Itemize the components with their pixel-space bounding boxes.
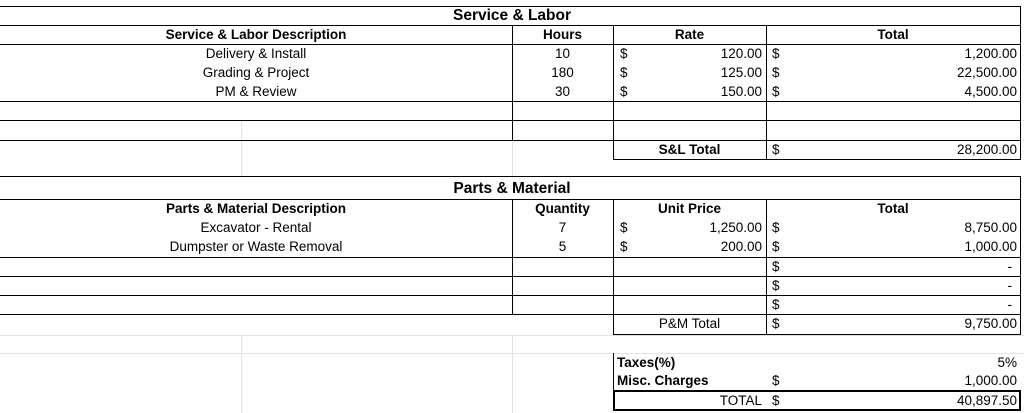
column-header-unit-price: Unit Price [657, 201, 722, 216]
service-labor-title: Service & Labor [452, 7, 572, 24]
subtotal-label: S&L Total [658, 142, 721, 157]
currency-symbol: $ [772, 297, 780, 312]
grand-total-value[interactable]: 40,897.50 [956, 393, 1017, 408]
column-header-description: Service & Labor Description [165, 27, 347, 42]
column-header-rate: Rate [674, 27, 705, 42]
currency-symbol: $ [772, 46, 780, 61]
table-cell-total[interactable]: 8,750.00 [964, 220, 1017, 235]
column-header-total: Total [877, 27, 909, 42]
misc-charges-value[interactable]: 1,000.00 [964, 373, 1017, 388]
border [613, 159, 1021, 160]
currency-symbol: $ [772, 393, 780, 408]
taxes-value[interactable]: 5% [997, 355, 1017, 370]
total-box-border [613, 390, 615, 411]
currency-symbol: $ [772, 239, 780, 254]
border [0, 176, 1021, 177]
table-cell-hours[interactable]: 30 [554, 84, 571, 99]
table-cell-description[interactable]: Delivery & Install [205, 46, 307, 61]
table-cell-description[interactable]: Grading & Project [202, 65, 310, 80]
border [0, 120, 1021, 121]
table-cell-quantity[interactable]: 5 [558, 239, 567, 254]
subtotal-value[interactable]: 28,200.00 [956, 142, 1017, 157]
currency-symbol: $ [772, 220, 780, 235]
column-header-quantity: Quantity [535, 201, 590, 216]
table-cell-unit-price[interactable]: 1,250.00 [709, 220, 762, 235]
gridline [512, 335, 513, 413]
column-header-hours: Hours [542, 27, 582, 42]
table-cell-rate[interactable]: 125.00 [720, 65, 762, 80]
subtotal-label: P&M Total [658, 316, 721, 331]
border [1020, 176, 1021, 335]
table-cell-rate[interactable]: 120.00 [720, 46, 762, 61]
taxes-label: Taxes(%) [617, 355, 676, 370]
grand-total-label: TOTAL [719, 393, 762, 408]
border [613, 334, 1021, 335]
border [766, 199, 767, 335]
currency-symbol: $ [772, 84, 780, 99]
currency-symbol: $ [772, 373, 780, 388]
table-cell-description[interactable]: PM & Review [215, 84, 297, 99]
border [1020, 6, 1021, 160]
table-cell-rate[interactable]: 150.00 [720, 84, 762, 99]
table-cell-unit-price[interactable]: 200.00 [720, 239, 762, 254]
border [613, 353, 614, 391]
border [766, 25, 767, 160]
currency-symbol: $ [620, 220, 628, 235]
gridline [241, 120, 242, 176]
table-cell-description[interactable]: Excavator - Rental [200, 220, 312, 235]
border [0, 101, 1021, 102]
gridline [241, 335, 242, 413]
misc-charges-label: Misc. Charges [617, 373, 709, 388]
currency-symbol: $ [772, 65, 780, 80]
currency-symbol: $ [620, 65, 628, 80]
column-header-total: Total [877, 201, 909, 216]
table-cell-total[interactable]: 4,500.00 [964, 84, 1017, 99]
table-cell-total[interactable]: 1,000.00 [964, 239, 1017, 254]
table-cell-quantity[interactable]: 7 [558, 220, 567, 235]
total-box-border [1019, 390, 1021, 411]
currency-symbol: $ [620, 84, 628, 99]
table-cell-description[interactable]: Dumpster or Waste Removal [169, 239, 343, 254]
currency-symbol: $ [772, 142, 780, 157]
border [613, 25, 614, 160]
table-cell-total[interactable]: - [1007, 297, 1012, 312]
gridline [512, 140, 513, 176]
table-cell-total[interactable]: 1,200.00 [964, 46, 1017, 61]
table-cell-total[interactable]: 22,500.00 [956, 65, 1017, 80]
table-cell-hours[interactable]: 10 [554, 46, 571, 61]
table-cell-total[interactable]: - [1007, 259, 1012, 274]
currency-symbol: $ [772, 278, 780, 293]
currency-symbol: $ [772, 316, 780, 331]
table-cell-hours[interactable]: 180 [551, 65, 574, 80]
table-cell-total[interactable]: - [1007, 278, 1012, 293]
column-header-description: Parts & Material Description [165, 201, 347, 216]
subtotal-value[interactable]: 9,750.00 [964, 316, 1017, 331]
currency-symbol: $ [620, 239, 628, 254]
currency-symbol: $ [620, 46, 628, 61]
currency-symbol: $ [772, 259, 780, 274]
parts-material-title: Parts & Material [453, 180, 571, 197]
